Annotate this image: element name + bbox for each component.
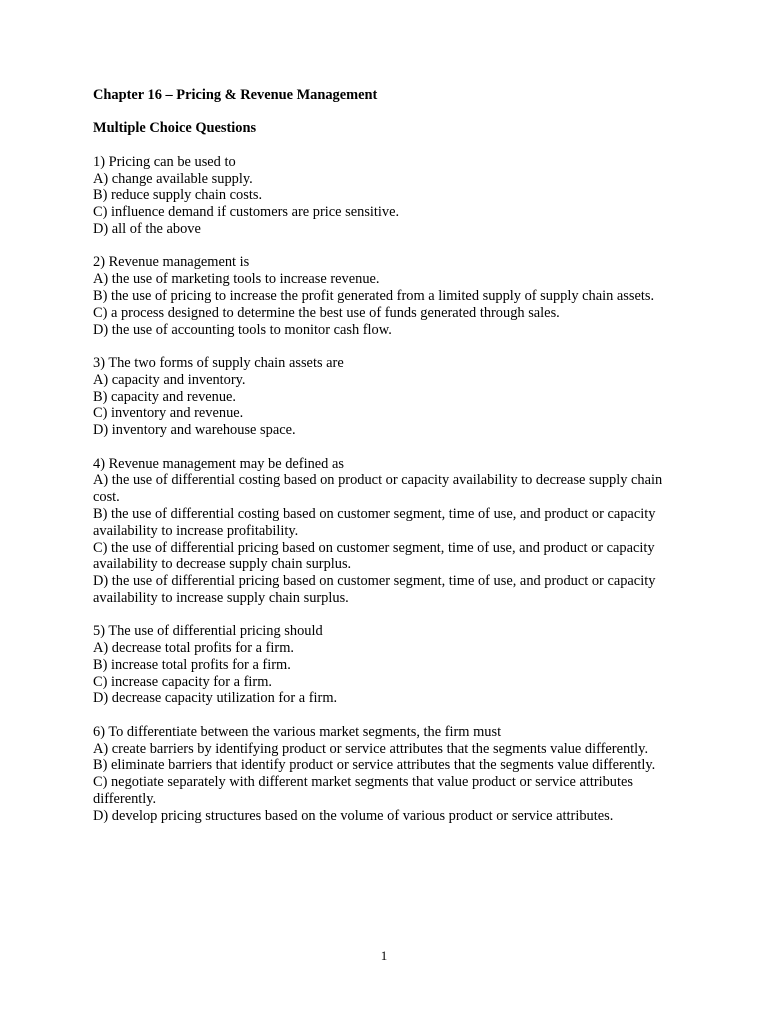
answer-option: D) the use of accounting tools to monitor cash flow. <box>93 321 392 338</box>
answer-option: B) capacity and revenue. <box>93 388 237 405</box>
answer-option: C) inventory and revenue. <box>93 405 244 422</box>
answer-option: A) the use of differential costing based on product or capacity availability to decrease supply chain cost. <box>93 472 663 506</box>
answer-option: C) a process designed to determine the best use of funds generated through sales. <box>93 304 560 321</box>
page-number: 1 <box>380 948 388 963</box>
answer-option: A) the use of marketing tools to increase revenue. <box>93 271 380 288</box>
answer-option: C) influence demand if customers are price sensitive. <box>93 204 400 221</box>
answer-option: B) the use of differential costing based on customer segment, time of use, and product or capacity availability to increase profitability. <box>93 505 656 539</box>
document-body <box>93 87 678 841</box>
answer-option: D) the use of differential pricing based on customer segment, time of use, and product or capacity availability to increase supply chain surplus. <box>93 573 656 606</box>
question-stem: 1) Pricing can be used to <box>93 153 236 170</box>
question-2 <box>93 254 678 338</box>
question-stem: 3) The two forms of supply chain assets are <box>93 354 344 371</box>
answer-option: A) capacity and inventory. <box>93 371 246 388</box>
question-stem: 2) Revenue management is <box>93 254 250 271</box>
answer-option: B) increase total profits for a firm. <box>93 656 291 673</box>
answer-option: D) all of the above <box>93 220 201 237</box>
question-1 <box>93 154 678 238</box>
question-3 <box>93 355 678 439</box>
answer-option: C) increase capacity for a firm. <box>93 673 272 690</box>
chapter-title: Chapter 16 – Pricing & Revenue Management <box>93 87 378 103</box>
answer-option: B) the use of pricing to increase the profit generated from a limited supply of supply chain assets. <box>93 287 655 304</box>
answer-option: B) eliminate barriers that identify product or service attributes that the segments value differently. <box>93 757 656 774</box>
question-stem: 5) The use of differential pricing should <box>93 623 323 640</box>
answer-option: A) change available supply. <box>93 170 253 187</box>
question-5 <box>93 623 678 707</box>
question-stem: 4) Revenue management may be defined as <box>93 455 344 472</box>
answer-option: A) create barriers by identifying product or service attributes that the segments value differently. <box>93 740 649 757</box>
answer-option: C) negotiate separately with different market segments that value product or service attributes differently. <box>93 774 633 808</box>
answer-option: B) reduce supply chain costs. <box>93 187 263 204</box>
answer-option: A) decrease total profits for a firm. <box>93 640 294 657</box>
answer-option: D) inventory and warehouse space. <box>93 422 296 439</box>
question-stem: 6) To differentiate between the various market segments, the firm must <box>93 723 502 740</box>
question-4 <box>93 456 678 607</box>
answer-option: C) the use of differential pricing based on customer segment, time of use, and product or capacity availability to decrease supply chain surplus. <box>93 539 655 573</box>
answer-option: D) develop pricing structures based on the volume of various product or service attributes. <box>93 807 614 824</box>
section-title: Multiple Choice Questions <box>93 119 257 136</box>
answer-option: D) decrease capacity utilization for a firm. <box>93 690 338 707</box>
question-6 <box>93 724 678 825</box>
